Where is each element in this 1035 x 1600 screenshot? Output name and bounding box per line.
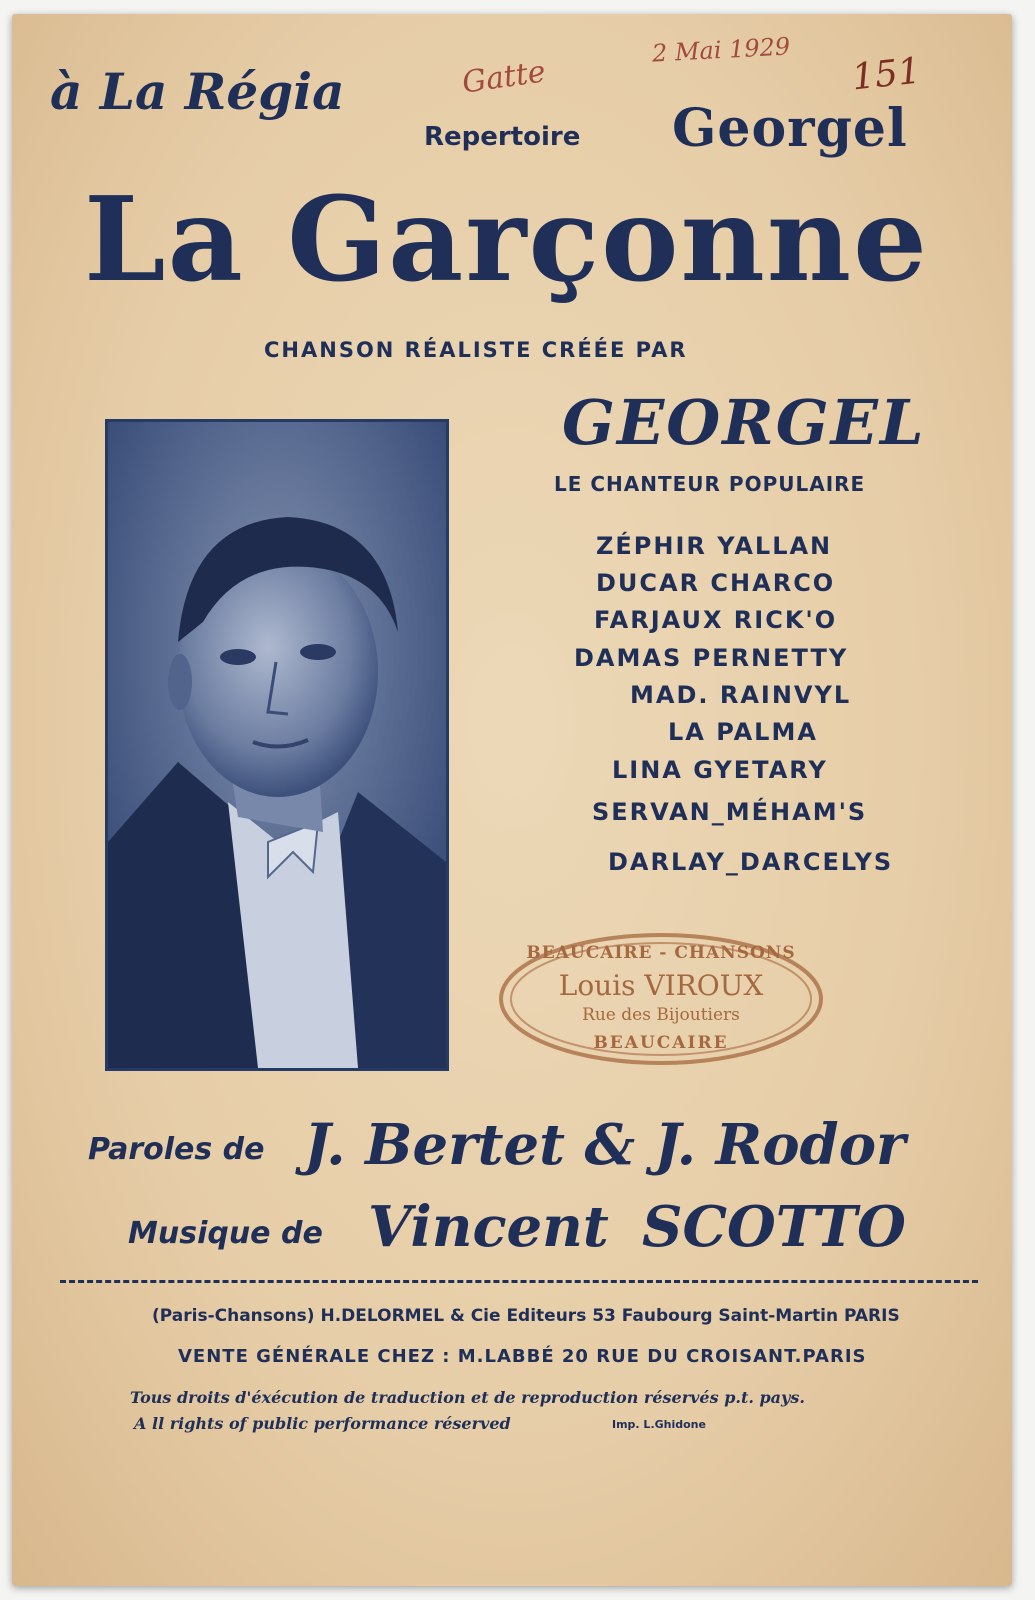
singer-portrait-photo (105, 419, 449, 1071)
rights-french: Tous droits d'éxécution de traduction et de reproduction réservés p.t. pays. (130, 1388, 805, 1407)
performer-line: ZÉPHIR YALLAN (596, 532, 833, 560)
creator-tagline: LE CHANTEUR POPULAIRE (554, 472, 866, 496)
repertoire-name: Georgel (672, 98, 908, 159)
stamp-top-text: BEAUCAIRE - CHANSONS (526, 943, 796, 963)
performer-line: LINA GYETARY (612, 756, 828, 784)
performer-line: SERVAN_MÉHAM'S (592, 798, 868, 826)
rights-english: A ll rights of public performance réserved (134, 1414, 511, 1433)
publisher-line-2: VENTE GÉNÉRALE CHEZ : M.LABBÉ 20 RUE DU CROISANT.PARIS (178, 1346, 867, 1367)
stamp-street-text: Rue des Bijoutiers (582, 1005, 740, 1025)
printer-credit: Imp. L.Ghidone (612, 1418, 706, 1431)
performer-line: DAMAS PERNETTY (574, 644, 849, 672)
music-last-name: SCOTTO (642, 1194, 906, 1260)
repertoire-label: Repertoire (424, 122, 581, 152)
publisher-line-1: (Paris-Chansons) H.DELORMEL & Cie Editeurs 53 Faubourg Saint-Martin PARIS (152, 1306, 900, 1326)
performer-line: DARLAY_DARCELYS (608, 848, 894, 876)
performer-line: LA PALMA (668, 718, 818, 746)
venue-text: à La Régia (50, 62, 345, 121)
music-first-name: Vincent (368, 1194, 609, 1260)
performer-line: FARJAUX RICK'O (594, 606, 838, 634)
music-label: Musique de (128, 1216, 323, 1251)
handwritten-number: 151 (850, 50, 923, 99)
subtitle: CHANSON RÉALISTE CRÉÉE PAR (264, 338, 688, 362)
lyrics-names: J. Bertet & J. Rodor (304, 1112, 906, 1178)
bookseller-stamp (496, 929, 826, 1069)
dashed-divider (60, 1280, 978, 1283)
stamp-name-text: Louis VIROUX (558, 969, 764, 1002)
handwritten-date: 2 Mai 1929 (651, 32, 791, 68)
portrait-illustration (108, 422, 446, 1068)
handwritten-signature: Gatte (459, 54, 548, 101)
song-title: La Garçonne (84, 172, 929, 308)
sheet-music-cover (12, 14, 1012, 1586)
lyrics-label: Paroles de (88, 1132, 265, 1167)
stamp-bottom-text: BEAUCAIRE (593, 1033, 729, 1053)
creator-name: GEORGEL (562, 386, 926, 459)
performer-line: DUCAR CHARCO (596, 569, 836, 597)
performer-line: MAD. RAINVYL (630, 681, 852, 709)
